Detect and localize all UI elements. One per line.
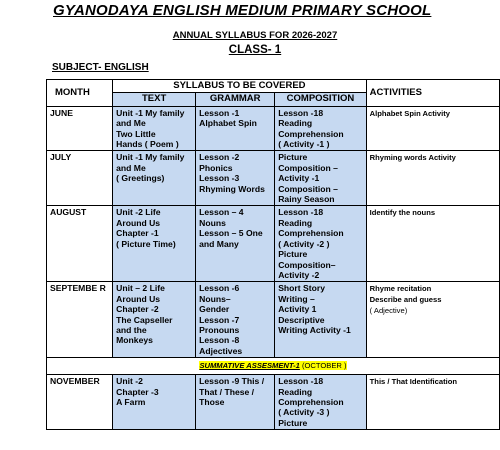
text-cell-line: Unit -2 Life: [116, 207, 161, 218]
summative-cell: [47, 358, 500, 375]
text-cell-line: The Capseller: [116, 314, 173, 325]
summative-row: [47, 358, 500, 375]
activities-header: ACTIVITIES: [366, 80, 499, 107]
composition-cell-line: Composition–: [278, 259, 336, 270]
grammar-cell-line: Those: [199, 396, 225, 407]
composition-cell-line: Activity 1: [278, 304, 317, 315]
composition-cell-line: ( Activity -3 ): [278, 407, 330, 418]
month-cell: NOVEMBER: [47, 375, 113, 430]
composition-cell-line: Composition –: [278, 183, 338, 194]
grammar-cell-line: Lesson -1: [199, 107, 240, 118]
month-cell: SEPTEMBE R: [47, 282, 113, 358]
composition-cell-line: Comprehension: [278, 396, 344, 407]
activities-cell-line: Rhyming words Activity: [369, 153, 456, 163]
table-row: [47, 282, 500, 358]
school-name: GYANODAYA ENGLISH MEDIUM PRIMARY SCHOOL: [53, 2, 432, 19]
composition-cell: [275, 106, 366, 151]
composition-cell-line: Reading: [278, 386, 313, 397]
grammar-cell-line: Adjectives: [199, 345, 243, 356]
grammar-cell-line: Lesson -9 This /: [199, 376, 265, 387]
text-cell: [113, 151, 196, 206]
composition-cell-line: Lesson -18: [278, 376, 324, 387]
summative-note: (OCTOBER ): [299, 361, 347, 371]
composition-cell-line: ( Activity -1 ): [278, 139, 330, 150]
text-cell-line: ( Greetings): [116, 173, 165, 184]
activities-cell: [366, 282, 499, 358]
composition-cell-line: Composition –: [278, 162, 338, 173]
activities-cell-line: Rhyme recitation: [369, 284, 432, 294]
text-cell: [113, 206, 196, 282]
activities-cell-line: Describe and guess: [369, 295, 442, 305]
text-cell-line: Monkeys: [116, 335, 153, 346]
syllabus-table: [46, 79, 500, 430]
activities-cell: [366, 206, 499, 282]
grammar-cell-line: and Many: [199, 238, 239, 249]
text-cell-line: Unit -1 My family: [116, 107, 185, 118]
text-cell-line: Unit -2: [116, 376, 143, 387]
text-cell-line: Around Us: [116, 217, 161, 228]
grammar-cell: [196, 375, 275, 430]
grammar-cell-line: Lesson – 4: [199, 207, 244, 218]
composition-cell-line: Rainy Season: [278, 194, 335, 205]
composition-cell-line: Picture: [278, 152, 308, 163]
grammar-cell-line: Alphabet Spin: [199, 118, 257, 129]
text-header: TEXT: [113, 93, 196, 106]
table-header-row: [47, 80, 500, 93]
composition-cell-line: Picture: [278, 417, 308, 428]
month-header: MONTH: [47, 80, 113, 107]
grammar-cell-line: Pronouns: [199, 324, 240, 335]
grammar-cell: [196, 106, 275, 151]
composition-cell-line: Comprehension: [278, 228, 344, 239]
class-title: CLASS- 1: [228, 44, 282, 56]
composition-cell: [275, 375, 366, 430]
text-cell-line: Unit – 2 Life: [116, 283, 165, 294]
syllabus-header: SYLLABUS TO BE COVERED: [113, 80, 367, 93]
composition-cell-line: Descriptive: [278, 314, 325, 325]
composition-cell-line: Writing Activity -1: [278, 324, 351, 335]
text-cell: [113, 375, 196, 430]
text-cell-line: Around Us: [116, 293, 161, 304]
grammar-cell-line: Lesson -6: [199, 283, 240, 294]
activities-cell: [366, 375, 499, 430]
composition-cell-line: Activity -1: [278, 173, 320, 184]
text-cell-line: ( Picture Time): [116, 238, 176, 249]
summative-highlight: [199, 361, 346, 370]
composition-cell-line: Reading: [278, 217, 313, 228]
text-cell-line: and Me: [116, 118, 146, 129]
composition-cell-line: Reading: [278, 118, 313, 129]
grammar-cell-line: Lesson -3: [199, 173, 240, 184]
activities-cell-line: This / That Identification: [369, 377, 457, 387]
grammar-cell: [196, 151, 275, 206]
grammar-cell-line: Rhyming Words: [199, 183, 265, 194]
composition-cell-line: ( Activity -2 ): [278, 238, 330, 249]
table-row: [47, 151, 500, 206]
activities-cell-line: Alphabet Spin Activity: [369, 108, 450, 118]
text-cell: [113, 282, 196, 358]
composition-cell-line: Picture: [278, 249, 308, 260]
activities-cell: [366, 106, 499, 151]
text-cell-line: Two Little: [116, 128, 156, 139]
composition-cell-line: Lesson -18: [278, 107, 324, 118]
composition-cell: [275, 206, 366, 282]
grammar-cell-line: That / These /: [199, 386, 255, 397]
grammar-cell-line: Gender: [199, 304, 230, 315]
composition-header: COMPOSITION: [275, 93, 366, 106]
composition-cell-line: Writing –: [278, 293, 315, 304]
syllabus-title: ANNUAL SYLLABUS FOR 2026-2027: [172, 30, 338, 41]
text-cell-line: Hands ( Poem ): [116, 139, 179, 150]
grammar-cell-line: Lesson -8: [199, 335, 240, 346]
activities-cell-note: ( Adjective): [369, 306, 408, 316]
composition-cell-line: Short Story: [278, 283, 325, 294]
composition-cell-line: Comprehension: [278, 128, 344, 139]
summative-label: SUMMATIVE ASSESMENT-1: [199, 361, 300, 371]
grammar-cell-line: Lesson -2: [199, 152, 240, 163]
grammar-cell-line: Lesson – 5 One: [199, 228, 263, 239]
grammar-cell: [196, 282, 275, 358]
activities-cell: [366, 151, 499, 206]
grammar-cell-line: Nouns: [199, 217, 226, 228]
composition-cell-line: Activity -2: [278, 269, 320, 280]
composition-cell-line: Lesson -18: [278, 207, 324, 218]
table-row: [47, 106, 500, 151]
text-cell-line: Chapter -2: [116, 304, 159, 315]
text-cell-line: and the: [116, 324, 147, 335]
month-cell: AUGUST: [47, 206, 113, 282]
subject-title: SUBJECT- ENGLISH: [52, 62, 149, 73]
activities-cell-line: Identify the nouns: [369, 208, 436, 218]
text-cell-line: Chapter -3: [116, 386, 159, 397]
text-cell: [113, 106, 196, 151]
composition-cell: [275, 151, 366, 206]
grammar-cell-line: Lesson -7: [199, 314, 240, 325]
text-cell-line: Chapter -1: [116, 228, 159, 239]
grammar-cell: [196, 206, 275, 282]
month-cell: JULY: [47, 151, 113, 206]
month-cell: JUNE: [47, 106, 113, 151]
composition-cell: [275, 282, 366, 358]
table-row: [47, 375, 500, 430]
text-cell-line: A Farm: [116, 396, 146, 407]
text-cell-line: Unit -1 My family: [116, 152, 185, 163]
grammar-cell-line: Phonics: [199, 162, 233, 173]
grammar-cell-line: Nouns–: [199, 293, 231, 304]
text-cell-line: and Me: [116, 162, 146, 173]
grammar-header: GRAMMAR: [196, 93, 275, 106]
table-row: [47, 206, 500, 282]
